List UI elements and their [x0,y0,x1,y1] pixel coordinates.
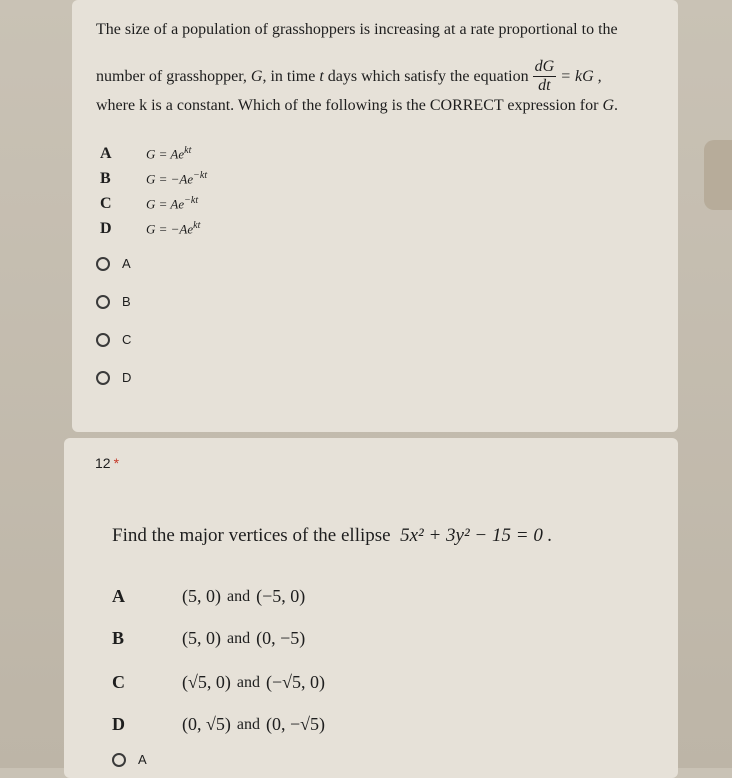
q11-line2-post: days which satisfy the equation [327,67,529,85]
option-letter: D [100,220,112,237]
radio-button[interactable] [96,333,110,347]
q11-choice-b[interactable] [96,294,131,309]
option-point-1: (√5, 0) [182,672,231,692]
side-scroll-tab[interactable] [704,140,732,210]
q11-frac-den: dt [538,77,551,94]
q11-var-t: t [319,67,324,85]
radio-button[interactable] [112,753,126,767]
option-expr: $G = Ae^{kt}$ [146,145,192,162]
radio-button[interactable] [96,295,110,309]
option-letter: B [112,628,125,648]
option-point-2: (−5, 0) [256,586,306,606]
q12-option-c [112,672,325,693]
option-and: and [236,715,260,733]
q11-line2-pre: number of grasshopper, [96,67,247,85]
option-expr: $G = -Ae^{-kt}$ [146,170,208,187]
q11-choice-a[interactable] [96,256,131,271]
option-and: and [227,629,251,647]
q12-prompt-text: Find the major vertices of the ellipse [112,525,391,546]
option-point-1: (5, 0) [182,628,221,648]
q11-choice-d[interactable] [96,370,131,385]
q12-equation: 5x² + 3y² − 15 = 0 . [400,525,553,546]
radio-label: B [122,294,131,309]
q12-choice-a[interactable] [112,752,147,767]
option-expr: $G = -Ae^{kt}$ [146,220,201,237]
radio-label: D [122,370,132,385]
radio-button[interactable] [96,371,110,385]
option-and: and [227,587,251,605]
q11-option-b [100,170,207,188]
q12-option-d [112,714,325,735]
option-point-1: (5, 0) [182,586,221,606]
option-letter: A [112,586,125,606]
q11-text-line1: The size of a population of grasshoppers is increasing at a rate proportional to the [96,21,618,38]
question-number: 12 * [95,455,120,471]
q12-option-b [112,628,305,649]
option-and: and [236,673,260,691]
radio-label: A [122,256,131,271]
q11-line3-text: where k is a constant. Which of the following is the CORRECT expression for [96,97,599,114]
q11-line3-var: G [602,97,614,114]
option-letter: D [112,714,125,734]
option-letter: A [100,145,112,162]
required-asterisk: * [113,455,120,471]
option-letter: B [100,170,111,187]
option-expr: $G = Ae^{-kt}$ [146,195,199,212]
option-letter: C [112,672,125,692]
q11-text-line3 [96,96,618,116]
option-point-1: (0, √5) [182,714,231,734]
q11-frac-num: dG [534,58,555,75]
radio-label: C [122,332,132,347]
radio-label: A [138,752,147,767]
q11-choice-c[interactable] [96,332,131,347]
q11-derivative [533,58,557,95]
q11-line2-mid: , in time [262,67,316,85]
q11-text-line2 [96,58,602,95]
option-point-2: (0, −√5) [265,714,326,734]
q11-line3-end: . [614,97,618,114]
q11-option-a [100,145,191,163]
q11-option-c [100,195,198,213]
option-point-2: (0, −5) [256,628,306,648]
q12-option-a [112,586,305,607]
q11-var-g: G [250,67,263,85]
q11-option-d [100,220,200,238]
q11-eq-rhs: = kG , [560,67,602,85]
option-letter: C [100,195,112,212]
radio-button[interactable] [96,257,110,271]
option-point-2: (−√5, 0) [265,672,326,692]
q12-prompt [112,524,552,548]
